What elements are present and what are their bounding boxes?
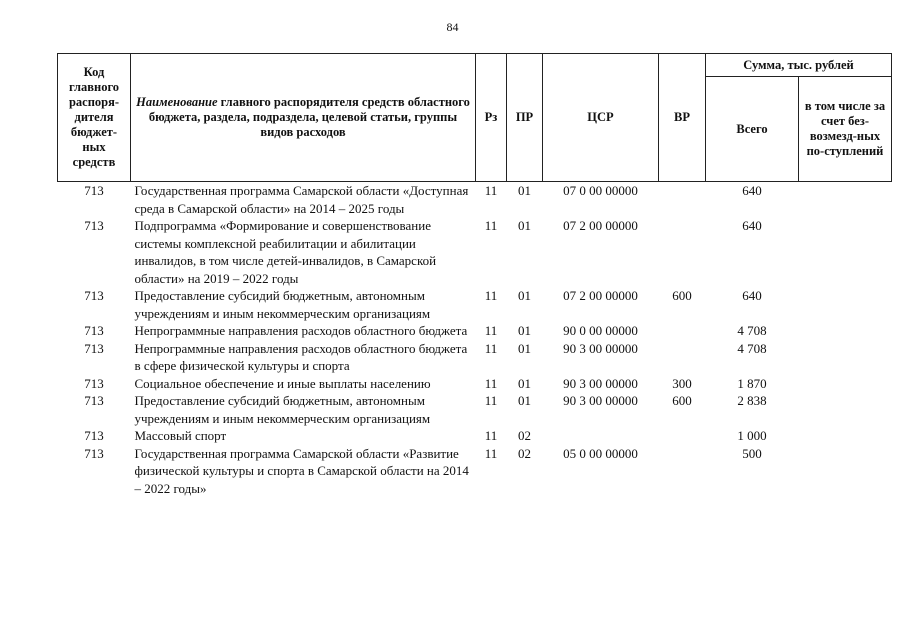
vr-cell (659, 445, 706, 498)
code-cell: 713 (84, 218, 104, 233)
rz-cell: 11 (484, 218, 498, 233)
rz-cell: 11 (484, 183, 498, 198)
pr-cell: 02 (518, 445, 531, 461)
table-row (58, 182, 892, 218)
header-name (131, 54, 476, 182)
name-cell: Государственная программа Самарской области «Доступная среда в Самарской области» на 2014 – 2025 годы (134, 183, 469, 216)
code-cell: 713 (84, 288, 104, 303)
header-code: Код главного распоря-дителя бюджет-ных средств (58, 54, 131, 182)
header-pr: ПР (507, 54, 543, 182)
total-cell: 640 (742, 218, 762, 233)
code-cell: 713 (84, 183, 104, 198)
table-header (58, 54, 892, 182)
name-cell: Государственная программа Самарской области «Развитие физической культуры и спорта в Самарской области на 2014 – 2022 годы» (134, 445, 469, 496)
rz-cell: 11 (484, 445, 498, 461)
pr-cell: 01 (518, 323, 531, 338)
table-row (58, 427, 892, 445)
total-cell: 4 708 (737, 323, 767, 338)
rz-cell: 11 (484, 375, 498, 391)
pr-cell: 01 (518, 218, 531, 233)
total-cell: 640 (742, 288, 762, 303)
table-row (58, 217, 892, 287)
header-rz: Рз (476, 54, 507, 182)
code-cell: 713 (84, 445, 104, 461)
csr-cell: 07 2 00 00000 (563, 288, 638, 303)
vr-cell: 600 (672, 288, 692, 303)
pr-cell: 01 (518, 340, 531, 356)
header-free: в том числе за счет без-возмезд-ных по-ступлений (799, 77, 892, 182)
table-body (58, 182, 892, 498)
name-cell: Подпрограмма «Формирование и совершенствование системы комплексной реабилитации и абилитации инвалидов, в том числе детей-инвалидов, в Самарской области» на 2019 – 2022 годы (134, 218, 437, 286)
vr-cell (659, 340, 706, 375)
csr-cell: 90 3 00 00000 (563, 393, 638, 408)
name-cell: Непрограммные направления расходов областного бюджета (134, 323, 468, 338)
pr-cell: 01 (518, 393, 531, 408)
rz-cell: 11 (484, 288, 498, 303)
vr-cell (659, 322, 706, 340)
vr-cell (659, 217, 706, 287)
name-cell: Массовый спорт (134, 428, 227, 443)
csr-cell: 07 0 00 00000 (563, 183, 638, 198)
free-cell (799, 287, 892, 322)
csr-cell: 07 2 00 00000 (563, 218, 638, 233)
free-cell (799, 322, 892, 340)
rz-cell: 11 (484, 340, 498, 356)
pr-cell: 01 (518, 288, 531, 303)
header-name-rest: главного распорядителя средств областного бюджета, раздела, подраздела, целевой статьи, группы видов расходов (148, 95, 470, 139)
code-cell: 713 (84, 340, 104, 356)
header-total: Всего (706, 77, 799, 182)
free-cell (799, 217, 892, 287)
total-cell: 1 870 (737, 375, 767, 391)
table-row (58, 340, 892, 375)
free-cell (799, 392, 892, 427)
code-cell: 713 (84, 393, 104, 408)
header-name-italic: Наименование (136, 95, 218, 109)
total-cell: 500 (742, 445, 762, 461)
total-cell: 1 000 (737, 428, 767, 443)
pr-cell: 01 (518, 183, 531, 198)
free-cell (799, 340, 892, 375)
free-cell (799, 427, 892, 445)
table-row (58, 392, 892, 427)
csr-cell: 90 0 00 00000 (563, 323, 638, 338)
name-cell: Непрограммные направления расходов областного бюджета в сфере физической культуры и спорта (134, 340, 468, 373)
header-sum: Сумма, тыс. рублей (706, 54, 892, 77)
code-cell: 713 (84, 428, 104, 443)
name-cell: Предоставление субсидий бюджетным, автономным учреждениям и иным некоммерческим организациям (134, 288, 431, 321)
page-number: 84 (446, 20, 459, 34)
free-cell (799, 445, 892, 498)
csr-cell: 90 3 00 00000 (563, 375, 638, 391)
free-cell (799, 375, 892, 393)
table-row (58, 287, 892, 322)
budget-table (57, 53, 892, 497)
table-row (58, 322, 892, 340)
pr-cell: 01 (518, 375, 531, 391)
total-cell: 640 (742, 183, 762, 198)
vr-cell: 600 (672, 393, 692, 408)
rz-cell: 11 (484, 393, 498, 408)
free-cell (799, 182, 892, 218)
total-cell: 4 708 (737, 340, 767, 356)
rz-cell: 11 (484, 323, 498, 338)
name-cell: Социальное обеспечение и иные выплаты населению (134, 375, 431, 391)
csr-cell (543, 427, 659, 445)
table-row (58, 375, 892, 393)
name-cell: Предоставление субсидий бюджетным, автономным учреждениям и иным некоммерческим организациям (134, 393, 431, 426)
vr-cell (659, 182, 706, 218)
csr-cell: 05 0 00 00000 (563, 445, 638, 461)
rz-cell: 11 (484, 428, 498, 443)
vr-cell (659, 427, 706, 445)
pr-cell: 02 (518, 428, 531, 443)
code-cell: 713 (84, 375, 104, 391)
header-vr: ВР (659, 54, 706, 182)
vr-cell: 300 (672, 375, 692, 391)
code-cell: 713 (84, 323, 104, 338)
total-cell: 2 838 (737, 393, 767, 408)
header-csr: ЦСР (543, 54, 659, 182)
csr-cell: 90 3 00 00000 (563, 340, 638, 356)
table-row (58, 445, 892, 498)
